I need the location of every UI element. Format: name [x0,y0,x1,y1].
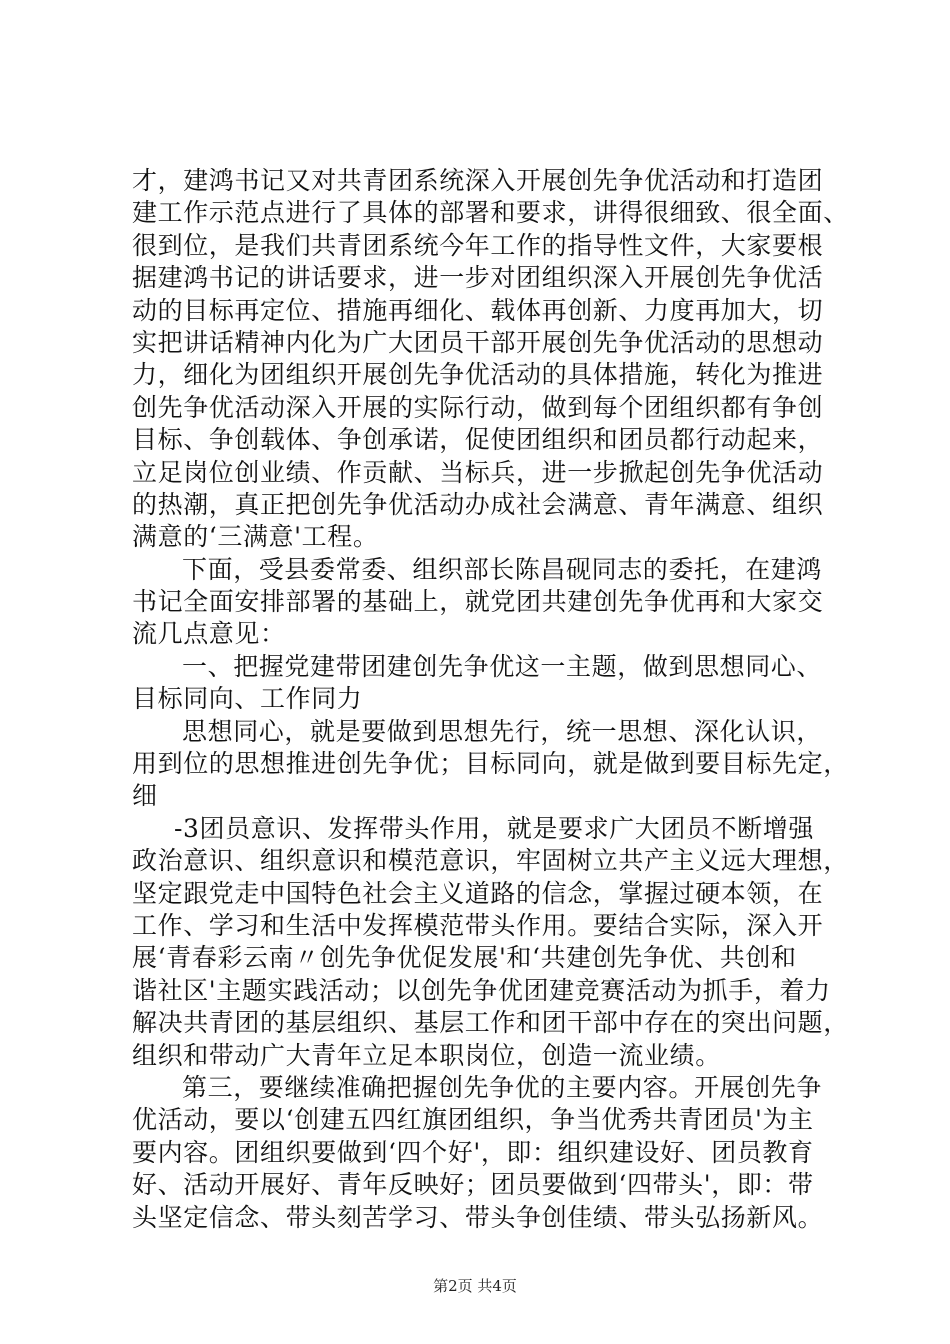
text-line: 细 [132,781,158,811]
text-line: 据建鸿书记的讲话要求，进一步对团组织深入开展创先争优活 [132,263,824,293]
page-number-label: 第2页 共4页 [433,1277,517,1295]
text-line: 很到位，是我们共青团系统今年工作的指导性文件，大家要根 [132,230,824,260]
text-line: 实把讲话精神内化为广大团员干部开展创先争优活动的思想动 [132,327,824,357]
page-footer [0,1276,950,1296]
text-line: 力，细化为团组织开展创先争优活动的具体措施，转化为推进 [132,360,824,390]
section-heading-line: 一、把握党建带团建创先争优这一主题，做到思想同心、 [182,651,823,681]
text-line: 组织和带动广大青年立足本职岗位，创造一流业绩。 [132,1040,721,1070]
text-line: 的热潮，真正把创先争优活动办成社会满意、青年满意、组织 [132,489,824,519]
paragraph-start-line: 下面，受县委常委、组织部长陈昌砚同志的委托，在建鸿 [182,554,823,584]
text-line: 工作、学习和生活中发挥模范带头作用。要结合实际，深入开 [132,910,824,940]
paragraph-start-line: 第三，要继续准确把握创先争优的主要内容。开展创先争 [182,1072,823,1102]
section-heading-line: 目标同向、工作同力 [132,684,363,714]
text-line: 优活动，要以‘创建五四红旗团组织，争当优秀共青团员'为主 [132,1105,814,1135]
text-line: 才，建鸿书记又对共青团系统深入开展创先争优活动和打造团 [132,166,824,195]
text-line: 要内容。团组织要做到‘四个好'，即：组织建设好、团员教育 [132,1137,814,1167]
paragraph-start-line: -3团员意识、发挥带头作用，就是要求广大团员不断增强 [174,813,814,843]
text-line: 展‘青春彩云南〃创先争优促发展'和‘共建创先争优、共创和 [132,943,797,973]
text-line: 解决共青团的基层组织、基层工作和团干部中存在的突出问题， [132,1008,849,1038]
text-line: 头坚定信念、带头刻苦学习、带头争创佳绩、带头弘扬新风。 [132,1202,824,1232]
text-line: 流几点意见： [132,619,286,649]
text-line: 政治意识、组织意识和模范意识，牢固树立共产主义远大理想， [132,846,849,876]
text-line: 书记全面安排部署的基础上，就党团共建创先争优再和大家交 [132,587,824,617]
text-line: 目标、争创载体、争创承诺，促使团组织和团员都行动起来， [132,425,824,455]
text-line: 创先争优活动深入开展的实际行动，做到每个团组织都有争创 [132,392,824,422]
text-line: 满意的‘三满意'工程。 [132,522,379,552]
paragraph-start-line: 思想同心，就是要做到思想先行，统一思想、深化认识， [182,716,823,746]
document-body [132,165,849,1234]
text-line: 建工作示范点进行了具体的部署和要求，讲得很细致、很全面、 [132,198,849,228]
text-line: 谐社区'主题实践活动；以创先争优团建竞赛活动为抓手，着力 [132,975,831,1005]
text-line: 坚定跟党走中国特色社会主义道路的信念，掌握过硬本领，在 [132,878,824,908]
text-line: 好、活动开展好、青年反映好；团员要做到‘四带头'，即：带 [132,1170,814,1200]
text-line: 动的目标再定位、措施再细化、载体再创新、力度再加大，切 [132,295,824,325]
text-line: 立足岗位创业绩、作贡献、当标兵，进一步掀起创先争优活动 [132,457,824,487]
text-line: 用到位的思想推进创先争优；目标同向，就是做到要目标先定， [132,749,849,779]
